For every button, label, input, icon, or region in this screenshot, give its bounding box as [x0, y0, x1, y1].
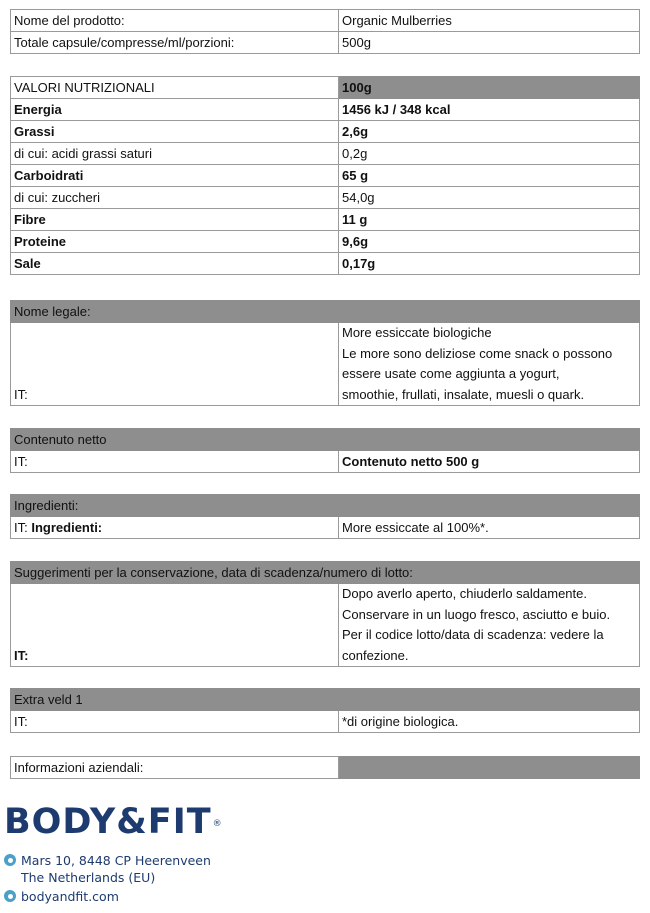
- product-total-row: [11, 32, 640, 54]
- nutrition-value: 54,0g: [339, 187, 640, 209]
- nutrition-row: [11, 187, 640, 209]
- nutrition-value: 1456 kJ / 348 kcal: [339, 99, 640, 121]
- address-line1-row: [4, 852, 211, 869]
- extra-table: [10, 688, 640, 733]
- nutrition-value: 11 g: [339, 209, 640, 231]
- product-total-label: Totale capsule/compresse/ml/porzioni:: [11, 32, 339, 54]
- legal-name-header-row: [11, 301, 640, 323]
- legal-name-row: [11, 323, 640, 406]
- storage-header-row: [11, 562, 640, 584]
- company-label: Informazioni aziendali:: [11, 757, 339, 779]
- nutrition-value: 0,2g: [339, 143, 640, 165]
- ingredients-label: Ingredienti:: [31, 520, 103, 535]
- company-table: [10, 756, 640, 779]
- storage-line: Dopo averlo aperto, chiuderlo saldamente.: [342, 586, 587, 601]
- storage-row: [11, 584, 640, 667]
- storage-table: [10, 561, 640, 667]
- brand-logo: [4, 800, 222, 844]
- ingredients-value: More essiccate al 100%*.: [339, 517, 640, 539]
- nutrition-label: Carboidrati: [11, 165, 339, 187]
- address-line2: The Netherlands (EU): [21, 870, 156, 885]
- storage-value: [339, 584, 640, 667]
- product-name-label: Nome del prodotto:: [11, 10, 339, 32]
- nutrition-label: Proteine: [11, 231, 339, 253]
- nutrition-label: Energia: [11, 99, 339, 121]
- address-line1: Mars 10, 8448 CP Heerenveen: [21, 853, 211, 868]
- nutrition-label: di cui: acidi grassi saturi: [11, 143, 339, 165]
- legal-name-header: Nome legale:: [11, 301, 640, 323]
- nutrition-value: 0,17g: [339, 253, 640, 275]
- nutrition-table: [10, 76, 640, 275]
- ingredients-table: [10, 494, 640, 539]
- nutrition-header-value: 100g: [339, 77, 640, 99]
- legal-name-line: smoothie, frullati, insalate, muesli o quark.: [342, 386, 585, 402]
- storage-line: Per il codice lotto/data di scadenza: vedere la: [342, 627, 604, 642]
- nutrition-value: 65 g: [339, 165, 640, 187]
- nutrition-header-row: [11, 77, 640, 99]
- ingredients-header-row: [11, 495, 640, 517]
- nutrition-row: [11, 165, 640, 187]
- net-content-header-row: [11, 429, 640, 451]
- company-row: [11, 757, 640, 779]
- ingredients-lang-cell: [11, 517, 339, 539]
- net-content-header: Contenuto netto: [11, 429, 640, 451]
- product-name-row: [11, 10, 640, 32]
- registered-mark: ®: [212, 819, 223, 829]
- storage-header: Suggerimenti per la conservazione, data di scadenza/numero di lotto:: [11, 562, 640, 584]
- nutrition-label: Grassi: [11, 121, 339, 143]
- website-link[interactable]: bodyandfit.com: [21, 889, 119, 904]
- legal-name-table: [10, 300, 640, 406]
- extra-value: *di origine biologica.: [339, 711, 640, 733]
- storage-line: Conservare in un luogo fresco, asciutto e buio.: [342, 606, 611, 622]
- nutrition-label: Fibre: [11, 209, 339, 231]
- nutrition-header-label: VALORI NUTRIZIONALI: [11, 77, 339, 99]
- legal-name-lang: IT:: [11, 323, 339, 406]
- legal-name-line: More essiccate biologiche: [342, 325, 492, 340]
- storage-line: confezione.: [342, 647, 409, 663]
- location-pin-icon: [4, 854, 16, 866]
- legal-name-line: essere usate come aggiunta a yogurt,: [342, 366, 560, 381]
- ingredients-lang: IT:: [14, 520, 28, 535]
- company-value: [339, 757, 640, 779]
- ingredients-row: [11, 517, 640, 539]
- legal-name-value: [339, 323, 640, 406]
- address: [4, 852, 211, 886]
- net-content-table: [10, 428, 640, 473]
- extra-lang: IT:: [11, 711, 339, 733]
- nutrition-row: [11, 121, 640, 143]
- storage-lang: IT:: [11, 584, 339, 667]
- globe-icon: [4, 890, 16, 902]
- ingredients-header: Ingredienti:: [11, 495, 640, 517]
- product-table: [10, 9, 640, 54]
- extra-row: [11, 711, 640, 733]
- nutrition-row: [11, 209, 640, 231]
- extra-header: Extra veld 1: [11, 689, 640, 711]
- legal-name-line: Le more sono deliziose come snack o possono: [342, 345, 613, 361]
- net-content-lang: IT:: [11, 451, 339, 473]
- nutrition-value: 9,6g: [339, 231, 640, 253]
- extra-header-row: [11, 689, 640, 711]
- nutrition-label: di cui: zuccheri: [11, 187, 339, 209]
- product-name-value: Organic Mulberries: [339, 10, 640, 32]
- nutrition-row: [11, 143, 640, 165]
- nutrition-row: [11, 99, 640, 121]
- nutrition-row: [11, 231, 640, 253]
- net-content-value: Contenuto netto 500 g: [339, 451, 640, 473]
- product-total-value: 500g: [339, 32, 640, 54]
- nutrition-row: [11, 253, 640, 275]
- nutrition-label: Sale: [11, 253, 339, 275]
- nutrition-value: 2,6g: [339, 121, 640, 143]
- brand-logo-text: BODY&FIT: [4, 802, 212, 842]
- website-row: [4, 888, 119, 905]
- net-content-row: [11, 451, 640, 473]
